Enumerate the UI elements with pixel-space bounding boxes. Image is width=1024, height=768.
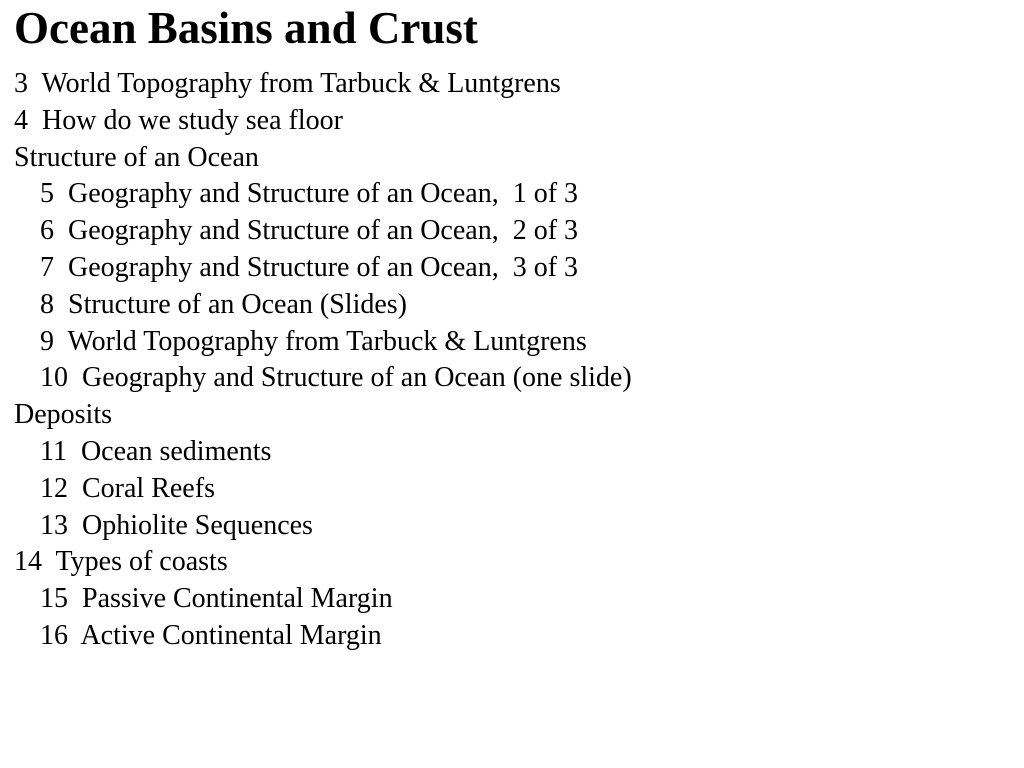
outline-section-deposits: Deposits [14,399,112,431]
page-title: Ocean Basins and Crust [14,3,478,53]
outline-item-world-topography-2[interactable]: 9 World Topography from Tarbuck & Luntgrens [40,325,587,357]
outline-item-geography-1[interactable]: 5 Geography and Structure of an Ocean, 1 of 3 [40,178,579,210]
outline-item-geography-3[interactable]: 7 Geography and Structure of an Ocean, 3 of 3 [40,251,579,283]
outline-item-world-topography[interactable]: 3 World Topography from Tarbuck & Luntgrens [14,68,561,99]
outline-item-structure-slides[interactable]: 8 Structure of an Ocean (Slides) [40,288,407,320]
outline-item-active-margin[interactable]: 16 Active Continental Margin [40,619,382,651]
outline-item-ophiolite[interactable]: 13 Ophiolite Sequences [40,509,313,541]
outline-item-coral-reefs[interactable]: 12 Coral Reefs [40,472,215,504]
outline-item-passive-margin[interactable]: 15 Passive Continental Margin [40,583,393,615]
outline-item-geography-one-slide[interactable]: 10 Geography and Structure of an Ocean (one slide) [40,362,632,394]
outline-list [14,66,632,655]
outline-section-structure: Structure of an Ocean [14,141,259,173]
outline-item-geography-2[interactable]: 6 Geography and Structure of an Ocean, 2 of 3 [40,215,579,247]
outline-item-ocean-sediments[interactable]: 11 Ocean sediments [40,435,272,467]
outline-item-types-of-coasts[interactable]: 14 Types of coasts [14,546,228,578]
outline-item-study-sea-floor[interactable]: 4 How do we study sea floor [14,104,343,136]
